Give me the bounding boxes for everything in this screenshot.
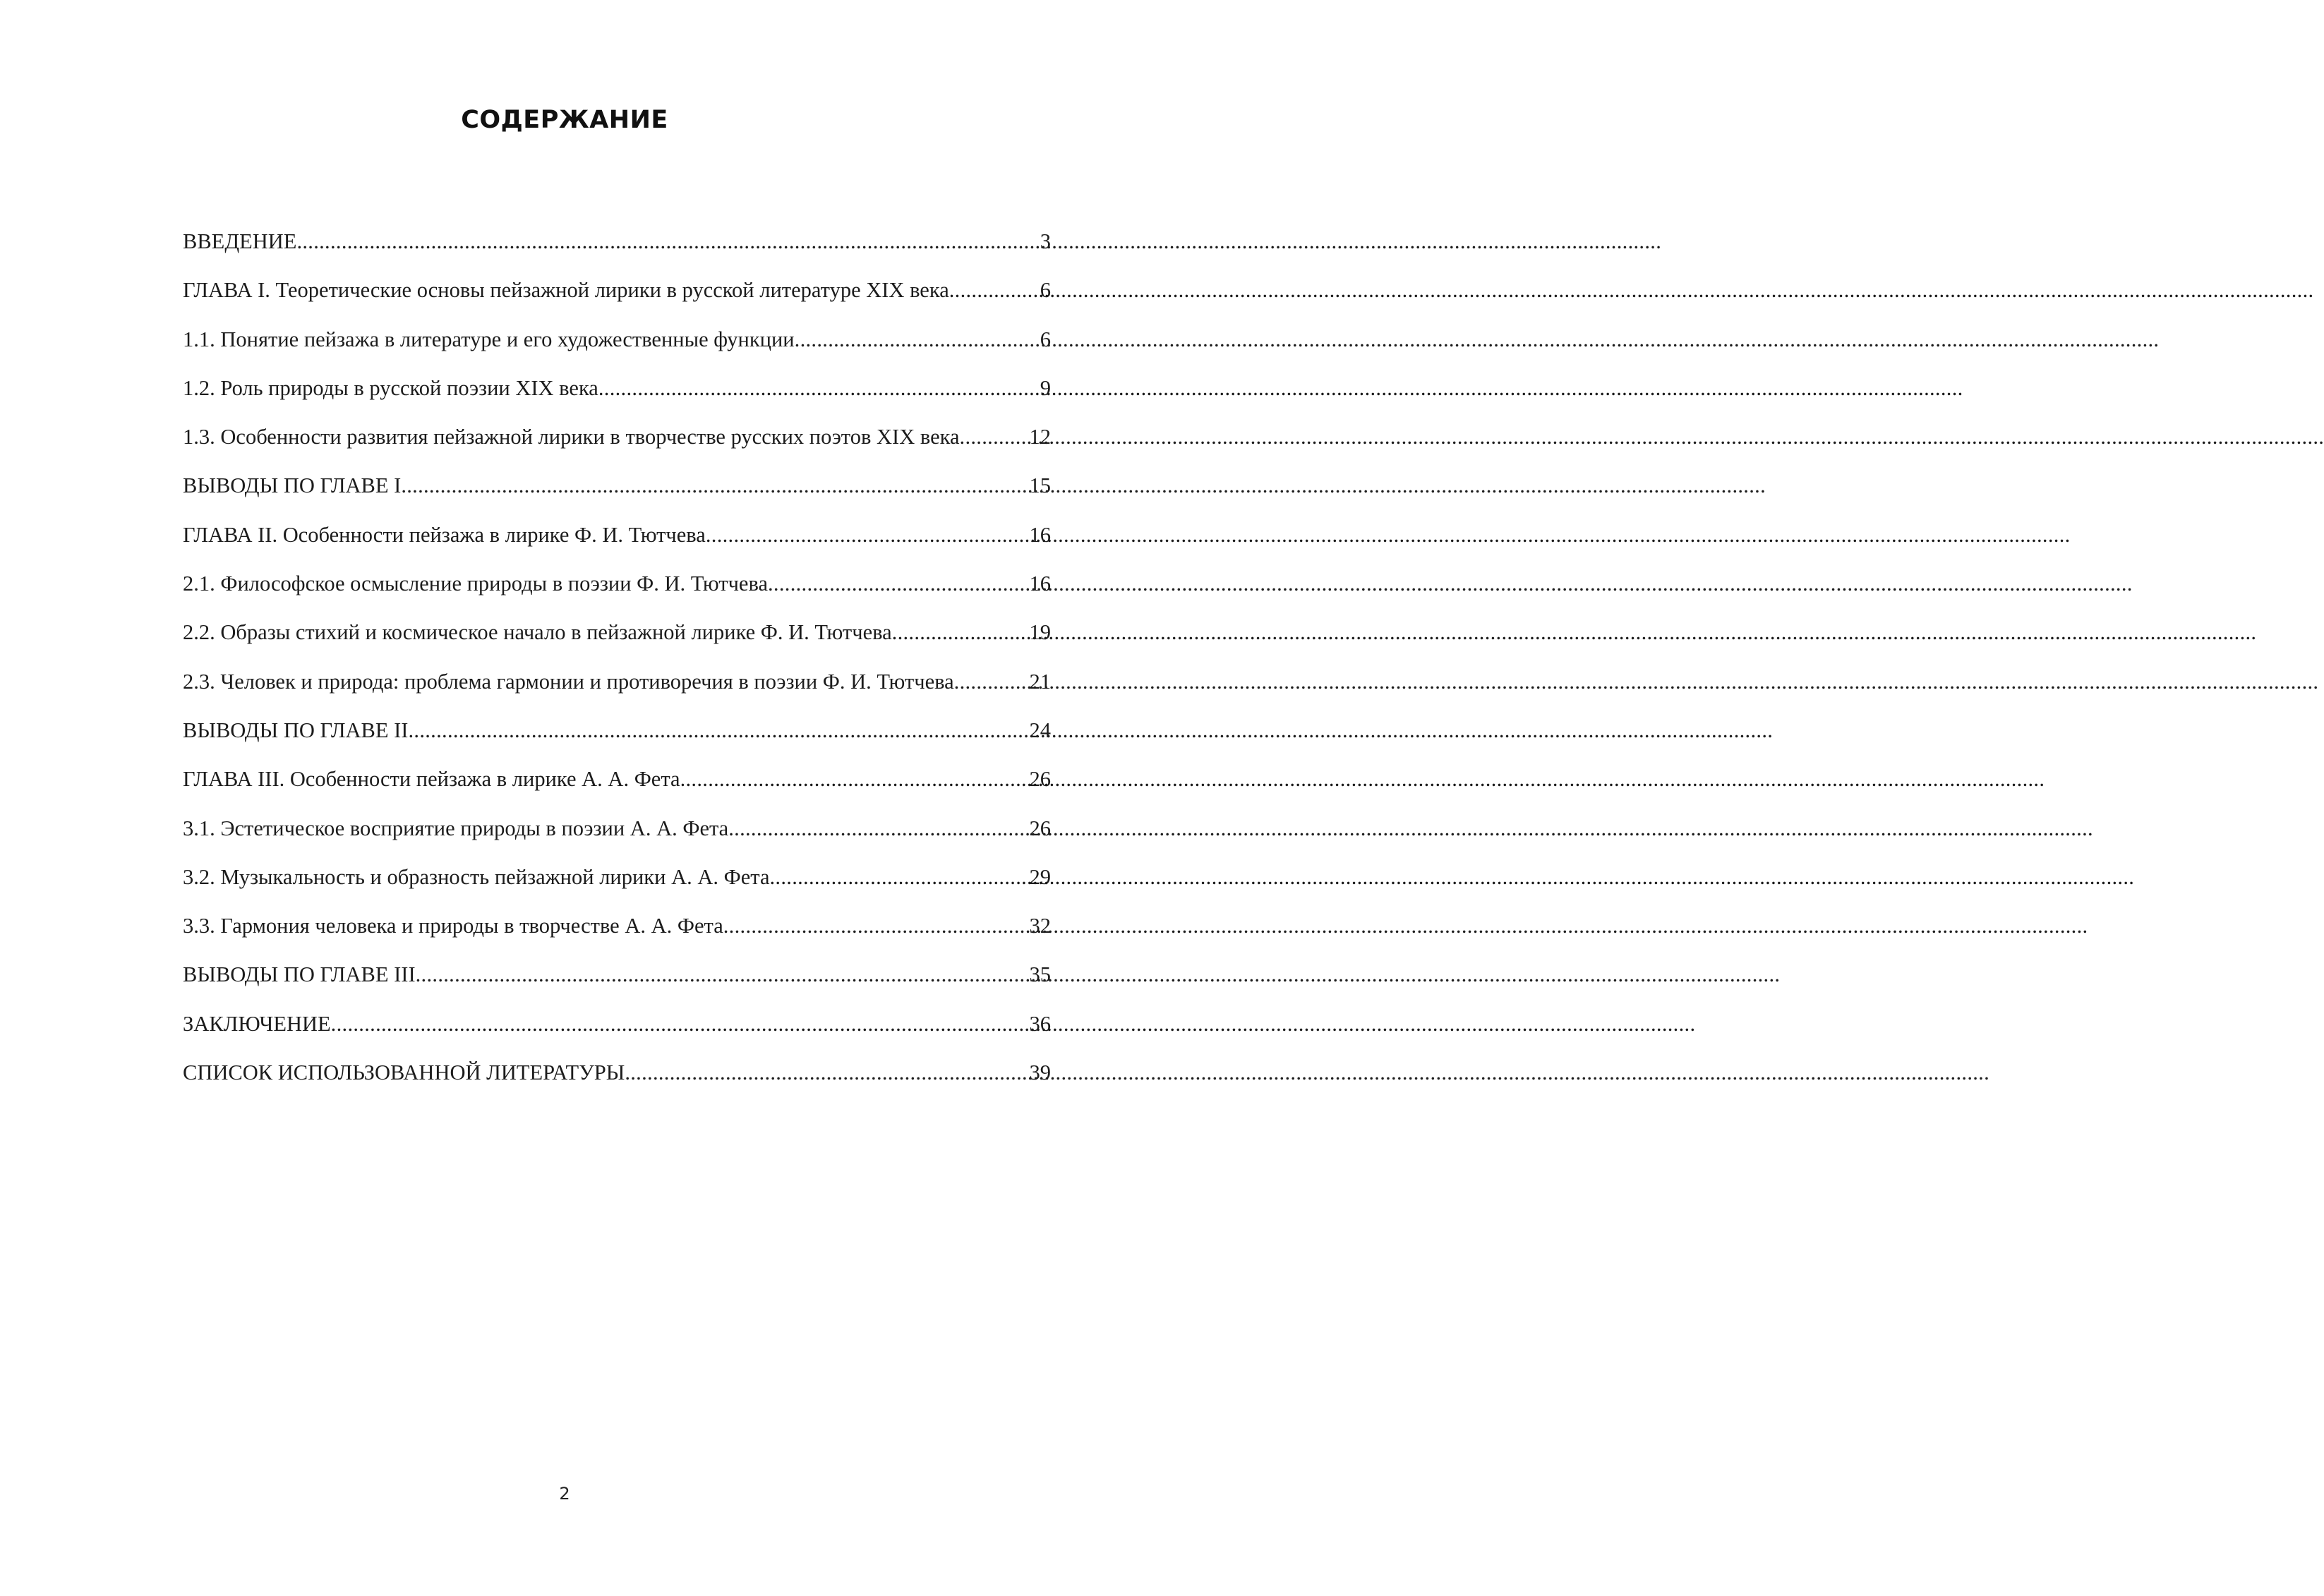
page-title: СОДЕРЖАНИЕ bbox=[461, 106, 668, 134]
toc-entry-title: ВЫВОДЫ ПО ГЛАВЕ III bbox=[183, 962, 416, 987]
toc-entry-title: 3.1. Эстетическое восприятие природы в поэзии А. А. Фета bbox=[183, 816, 729, 840]
toc-entry-title: ВВЕДЕНИЕ bbox=[183, 229, 297, 253]
toc-entry-title: ГЛАВА I. Теоретические основы пейзажной лирики в русской литературе XIX века bbox=[183, 278, 949, 303]
toc-entry-chapter-3[interactable] bbox=[183, 765, 1051, 814]
toc-dot-leader bbox=[892, 618, 1028, 646]
toc-dot-leader bbox=[416, 960, 1028, 989]
toc-dot-leader bbox=[795, 325, 1039, 353]
toc-entry-page: 16 bbox=[1029, 522, 1051, 547]
toc-dot-leader bbox=[598, 374, 1039, 402]
toc-dot-leader bbox=[625, 1058, 1028, 1087]
toc-entry-page: 19 bbox=[1029, 620, 1051, 645]
toc-entry-title: СПИСОК ИСПОЛЬЗОВАННОЙ ЛИТЕРАТУРЫ bbox=[183, 1060, 625, 1085]
toc-entry-title: 1.2. Роль природы в русской поэзии XIX века bbox=[183, 375, 598, 400]
toc-entry-title: 2.3. Человек и природа: проблема гармонии и противоречия в поэзии Ф. И. Тютчева bbox=[183, 669, 954, 694]
toc-entry-section-1-1[interactable] bbox=[183, 325, 1051, 374]
toc-entry-title: ГЛАВА III. Особенности пейзажа в лирике А. А. Фета bbox=[183, 767, 680, 792]
toc-entry-page: 35 bbox=[1029, 962, 1051, 987]
toc-entry-page: 39 bbox=[1029, 1060, 1051, 1085]
toc-entry-page: 6 bbox=[1040, 327, 1051, 351]
toc-entry-page: 3 bbox=[1040, 229, 1051, 253]
page-number: 2 bbox=[559, 1484, 570, 1504]
toc-entry-page: 6 bbox=[1040, 278, 1051, 303]
toc-entry-section-3-3[interactable] bbox=[183, 912, 1051, 960]
toc-entry-page: 29 bbox=[1029, 864, 1051, 889]
toc-entry-section-2-2[interactable] bbox=[183, 618, 1051, 667]
toc-entry-title: 1.1. Понятие пейзажа в литературе и его художественные функции bbox=[183, 327, 795, 351]
toc-entry-page: 15 bbox=[1029, 473, 1051, 498]
toc-dot-leader bbox=[296, 227, 1038, 255]
toc-entry-introduction[interactable] bbox=[183, 227, 1051, 276]
toc-entry-section-3-1[interactable] bbox=[183, 814, 1051, 863]
toc-entry-title: ВЫВОДЫ ПО ГЛАВЕ II bbox=[183, 718, 409, 742]
toc-entry-conclusions-chapter-2[interactable] bbox=[183, 716, 1051, 765]
toc-entry-conclusion[interactable] bbox=[183, 1010, 1051, 1058]
toc-entry-title: ГЛАВА II. Особенности пейзажа в лирике Ф. И. Тютчева bbox=[183, 522, 706, 547]
toc-entry-bibliography[interactable] bbox=[183, 1058, 1051, 1107]
toc-entry-section-3-2[interactable] bbox=[183, 863, 1051, 912]
toc-entry-section-2-3[interactable] bbox=[183, 667, 1051, 716]
toc-entry-conclusions-chapter-3[interactable] bbox=[183, 960, 1051, 1009]
toc-entry-section-1-2[interactable] bbox=[183, 374, 1051, 423]
toc-entry-title: ЗАКЛЮЧЕНИЕ bbox=[183, 1011, 331, 1036]
toc-dot-leader bbox=[949, 276, 1039, 304]
toc-entry-page: 36 bbox=[1029, 1011, 1051, 1036]
toc-dot-leader bbox=[960, 423, 1028, 451]
toc-entry-title: 2.1. Философское осмысление природы в поэзии Ф. И. Тютчева bbox=[183, 572, 768, 596]
toc-dot-leader bbox=[728, 814, 1028, 842]
toc-dot-leader bbox=[680, 765, 1028, 793]
toc-entry-section-1-3[interactable] bbox=[183, 423, 1051, 471]
toc-entry-page: 24 bbox=[1029, 718, 1051, 742]
toc-entry-chapter-2[interactable] bbox=[183, 521, 1051, 569]
toc-dot-leader bbox=[401, 471, 1028, 500]
toc-entry-page: 21 bbox=[1029, 669, 1051, 694]
toc-dot-leader bbox=[706, 521, 1028, 549]
toc-dot-leader bbox=[723, 912, 1028, 940]
toc-entry-page: 12 bbox=[1029, 425, 1051, 449]
toc-dot-leader bbox=[408, 716, 1028, 744]
toc-dot-leader bbox=[768, 569, 1028, 598]
document-page bbox=[0, 0, 1129, 1596]
toc-entry-title: ВЫВОДЫ ПО ГЛАВЕ I bbox=[183, 473, 402, 498]
toc-entry-conclusions-chapter-1[interactable] bbox=[183, 471, 1051, 520]
toc-entry-title: 3.2. Музыкальность и образность пейзажной лирики А. А. Фета bbox=[183, 864, 770, 889]
toc-entry-chapter-1[interactable] bbox=[183, 276, 1051, 325]
toc-entry-title: 1.3. Особенности развития пейзажной лирики в творчестве русских поэтов XIX века bbox=[183, 425, 960, 449]
toc-dot-leader bbox=[331, 1010, 1028, 1038]
table-of-contents bbox=[183, 227, 1051, 1107]
toc-dot-leader bbox=[770, 863, 1028, 891]
toc-entry-page: 26 bbox=[1029, 767, 1051, 792]
toc-entry-title: 3.3. Гармония человека и природы в творчестве А. А. Фета bbox=[183, 914, 723, 938]
toc-entry-title: 2.2. Образы стихий и космическое начало в пейзажной лирике Ф. И. Тютчева bbox=[183, 620, 892, 645]
toc-entry-page: 9 bbox=[1040, 375, 1051, 400]
toc-entry-page: 26 bbox=[1029, 816, 1051, 840]
toc-entry-page: 32 bbox=[1029, 914, 1051, 938]
toc-entry-page: 16 bbox=[1029, 572, 1051, 596]
toc-dot-leader bbox=[954, 667, 1028, 696]
toc-entry-section-2-1[interactable] bbox=[183, 569, 1051, 618]
